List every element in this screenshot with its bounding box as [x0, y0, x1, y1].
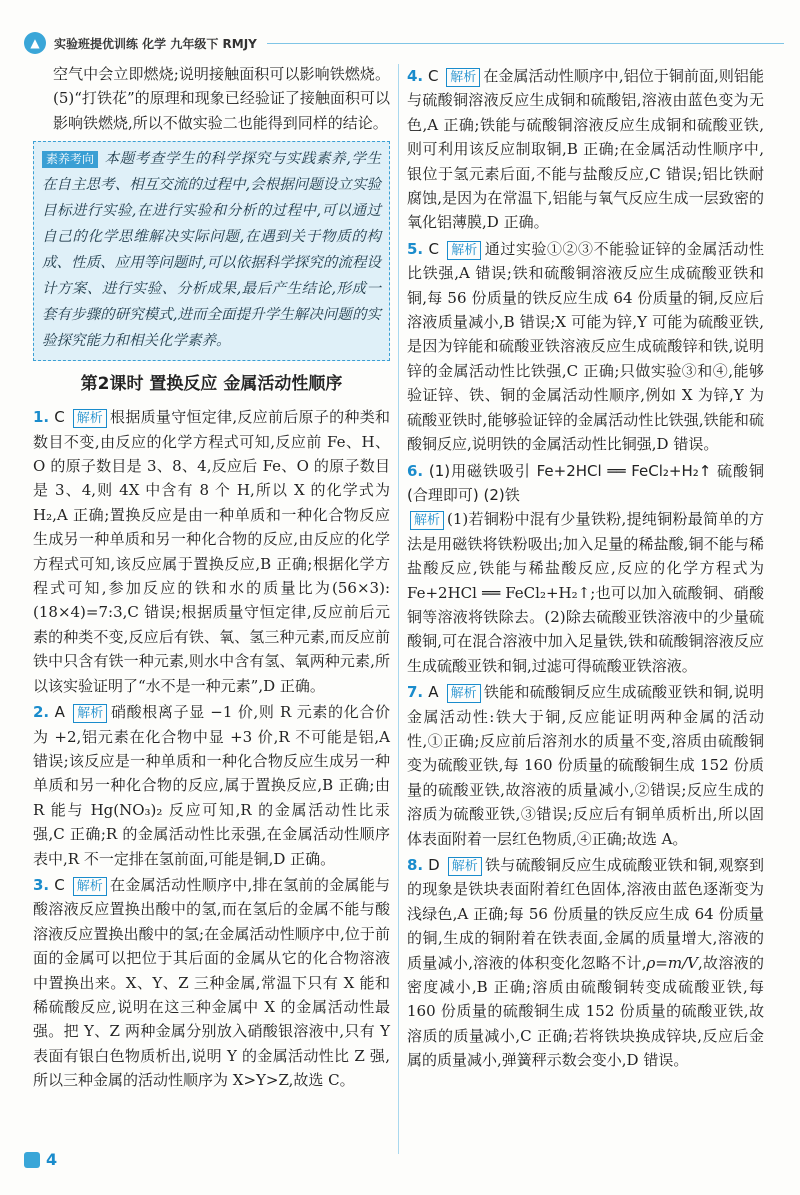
analysis-text: (1)若铜粉中混有少量铁粉,提纯铜粉最简单的方法是用磁铁将铁粉吸出;加入足量的稀盐酸,铜不能与稀盐酸反应,铁能与稀盐酸反应,反应的化学方程式为 Fe+2HCl ══ FeCl₂+H₂↑;也可以加入硫酸铜、硝酸铜等溶液将铁除去。(2)除去硫酸亚铁溶液中的少量硫酸铜,可在混合溶液中加入足量铁,铁和硫酸铜溶液反应生成硫酸亚铁和铜,过滤可得硫酸亚铁溶液。	[407, 510, 764, 675]
column-divider	[398, 64, 399, 1154]
answer-item-3	[33, 873, 390, 1093]
analysis-text: 铁与硫酸铜反应生成硫酸亚铁和铜,观察到的现象是铁块表面附着红色固体,溶液由蓝色逐渐变为浅绿色,A 正确;每 56 份质量的铁反应生成 64 份质量的铜,生成的铜附着在铁表面,金属的质量增大,溶液的质量减小,溶液的体积变化忽略不计,	[407, 856, 764, 972]
analysis-tag: 解析	[73, 877, 107, 896]
analysis-text-continued: ,故溶液的密度减小,B 正确;溶质由硫酸铜转变成硫酸亚铁,每 160 份质量的硫酸铜生成 152 份质量的硫酸亚铁,故溶质的质量减小,C 正确;若将铁块换成锌块,反应后金属的质量减小,弹簧秤示数会变小,D 错误。	[407, 953, 764, 1070]
question-number: 6.	[407, 461, 424, 480]
literacy-text: 本题考查学生的科学探究与实践素养,学生在自主思考、相互交流的过程中,会根据问题设立实验目标进行实验,在进行实验和分析的过程中,可以通过自己的化学思维解决实际问题,在遇到关于物质的构成、性质、应用等问题时,可以依据科学探究的流程设计方案、进行实验、分析成果,最后产生结论,形成一套有步骤的研究模式,进而全面提升学生解决问题的实验探究能力和相关化学素养。	[42, 151, 381, 350]
answer-line: (1)用磁铁吸引 Fe+2HCl ══ FeCl₂+H₂↑ 硫酸铜(合理即可) (2)铁	[407, 461, 764, 504]
answer-letter: A	[428, 683, 439, 702]
answer-item-8	[407, 853, 764, 1073]
analysis-tag: 解析	[447, 684, 481, 703]
header-rule	[267, 43, 784, 44]
literacy-tag: 素养考向	[42, 151, 98, 168]
density-formula: ρ=m/V	[646, 953, 698, 972]
analysis-text: 在金属活动性顺序中,铝位于铜前面,则铝能与硫酸铜溶液反应生成铜和硫酸铝,溶液由蓝色变为无色,A 正确;铁能与硫酸铜溶液反应生成铜和硫酸亚铁,则可利用该反应制取铜,B 正确;在金属活动性顺序中,银位于氢元素后面,不能与盐酸反应,C 错误;铝比铁耐腐蚀,是因为在常温下,铝能与氧气反应生成一层致密的氧化铝薄膜,D 正确。	[407, 67, 764, 232]
answer-letter: A	[54, 703, 65, 722]
page-footer	[24, 1150, 57, 1169]
analysis-text: 根据质量守恒定律,反应前后原子的种类和数目不变,由反应的化学方程式可知,反应前 Fe、H、O 的原子数目是 3、8、4,反应后 Fe、O 的原子数目是 3、4,则 4X 中含有 8 个 H,所以 X 的化学式为 H₂,A 正确;置换反应是由一种单质和一种化合物反应生成另一种单质和另一种化合物的反应,由反应的化学方程式可知,该反应属于置换反应,B 正确;根据化学方程式可知,参加反应的铁和水的质量比为(56×3):(18×4)=7:3,C 错误;根据质量守恒定律,反应前后元素的种类不变,反应后有铁、氧、氢三种元素,而反应前铁中只含有铁一种元素,则水中含有氢、氧两种元素,所以该实验证明了“水不是一种元素”,D 正确。	[33, 408, 390, 695]
answer-item-1	[33, 405, 390, 698]
question-number: 1.	[33, 408, 50, 427]
question-number: 5.	[407, 239, 424, 258]
analysis-text: 铁能和硫酸铜反应生成硫酸亚铁和铜,说明金属活动性:铁大于铜,反应能证明两种金属的活动性,①正确;反应前后溶剂水的质量不变,溶质由硫酸铜变为硫酸亚铁,每 160 份质量的硫酸铜生成 152 份质量的硫酸亚铁,故溶液的质量减小,②错误;反应生成的溶质为硫酸亚铁,③错误;反应后有铜单质析出,所以固体表面附着一层红色物质,④正确;故选 A。	[407, 683, 764, 848]
page-header	[24, 30, 784, 56]
answer-letter: C	[427, 67, 439, 85]
question-number: 8.	[407, 856, 424, 874]
answer-item-5	[407, 237, 764, 457]
answer-item-7	[407, 680, 764, 851]
analysis-tag: 解析	[73, 409, 107, 428]
question-number: 4.	[407, 67, 424, 85]
left-column	[33, 62, 390, 1093]
answer-item-6	[407, 459, 764, 679]
analysis-tag: 解析	[73, 704, 107, 723]
answer-item-2	[33, 700, 390, 871]
answer-letter: C	[428, 239, 439, 258]
book-stack-icon: ▲	[24, 32, 46, 54]
answer-letter: D	[428, 856, 440, 874]
analysis-text: 通过实验①②③不能验证锌的金属活动性比铁强,A 错误;铁和硫酸铜溶液反应生成硫酸亚铁和铜,每 56 份质量的铁反应生成 64 份质量的铜,反应后溶液质量减小,B 错误;X 可能为锌,Y 可能为硫酸亚铁,是因为锌能和硫酸亚铁溶液反应生成硫酸锌和铁,说明锌的金属活动性比铁强,C 正确;只做实验③和④,能够验证锌、铁、铜的金属活动性顺序,例如 X 为锌,Y 为硫酸亚铁时,能够验证锌的金属活动性比铁强,铁能和硫酸铜反应,说明铁的金属活动性比铜强,D 错误。	[407, 239, 764, 454]
analysis-tag: 解析	[410, 511, 444, 530]
question-number: 7.	[407, 683, 424, 702]
right-column	[407, 62, 764, 1073]
header-title: 实验班提优训练 化学 九年级下 RMJY	[54, 36, 257, 51]
question-number: 2.	[33, 703, 50, 722]
page-corner-icon	[24, 1152, 40, 1168]
question-number: 3.	[33, 875, 50, 894]
answer-letter: C	[54, 408, 65, 427]
answer-item-4	[407, 64, 764, 235]
section-title: 第2课时 置换反应 金属活动性顺序	[80, 374, 343, 395]
analysis-tag: 解析	[448, 857, 482, 876]
intro-paragraph: 空气中会立即燃烧;说明接触面积可以影响铁燃烧。(5)“打铁花”的原理和现象已经验证了接触面积可以影响铁燃烧,所以不做实验二也能得到同样的结论。	[53, 65, 390, 132]
analysis-tag: 解析	[447, 241, 481, 260]
page-number: 4	[46, 1150, 58, 1169]
answer-letter: C	[54, 875, 65, 894]
analysis-text: 在金属活动性顺序中,排在氢前的金属能与酸溶液反应置换出酸中的氢,而在氢后的金属不能与酸溶液反应置换出酸中的氢;在金属活动性顺序中,位于前面的金属可以把位于其后面的金属从它的化合物溶液中置换出来。X、Y、Z 三种金属,常温下只有 X 能和稀硫酸反应,说明在这三种金属中 X 的金属活动性最强。把 Y、Z 两种金属分别放入硝酸银溶液中,只有 Y 表面有银白色物质析出,说明 Y 的金属活动性比 Z 强,所以三种金属的活动性顺序为 X>Y>Z,故选 C。	[33, 875, 390, 1090]
analysis-tag: 解析	[446, 68, 480, 87]
literacy-box	[33, 141, 390, 361]
analysis-text: 硝酸根离子显 −1 价,则 R 元素的化合价为 +2,铝元素在化合物中显 +3 价,R 不可能是铝,A 错误;该反应是一种单质和一种化合物反应生成另一种单质和另一种化合物的反应,属于置换反应,B 正确;由 R 能与 Hg(NO₃)₂ 反应可知,R 的金属活动性比汞强,C 正确;R 的金属活动性比汞强,在金属活动性顺序表中,R 不一定排在氢前面,可能是铜,D 正确。	[33, 703, 390, 868]
